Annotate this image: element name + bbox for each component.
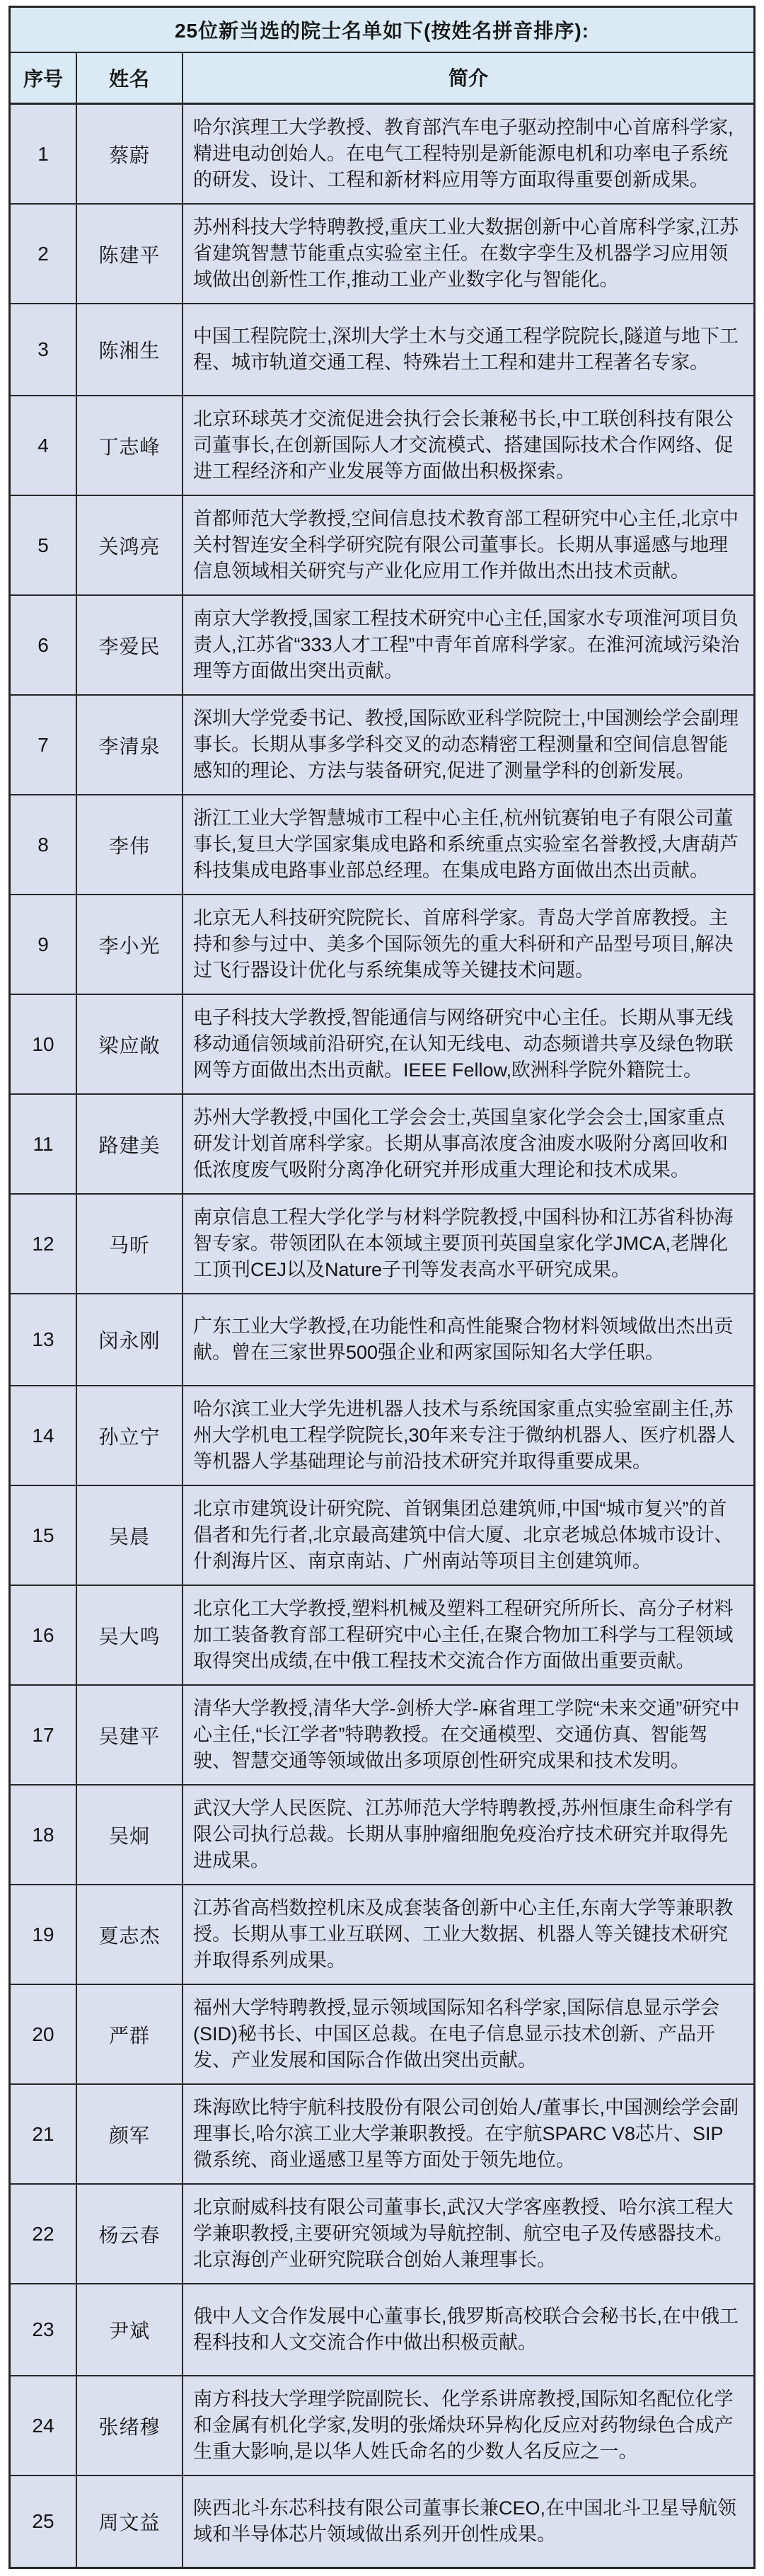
bio-cell: 武汉大学人民医院、江苏师范大学特聘教授,苏州恒康生命科学有限公司执行总裁。长期从事肿瘤细胞免疫治疗技术研究并取得先进成果。: [193, 1798, 734, 1871]
name-cell: 李爱民: [77, 596, 183, 694]
column-header-name: 姓名: [77, 53, 183, 103]
table-row: [11, 1885, 753, 1985]
name-cell: 严群: [77, 1985, 183, 2083]
table-row: [11, 2476, 753, 2567]
row-number-cell: 11: [11, 1095, 77, 1193]
bio-cell: 北京环球英才交流促进会执行会长兼秘书长,中工联创科技有限公司董事长,在创新国际人才交流模式、搭建国际技术合作网络、促进工程经济和产业发展等方面做出积极探索。: [193, 408, 734, 482]
row-number-cell: 7: [11, 696, 77, 794]
column-header-bio: 简介: [448, 67, 488, 89]
table-row: [11, 105, 753, 205]
bio-cell: 电子科技大学教授,智能通信与网络研究中心主任。长期从事无线移动通信领域前沿研究,在认知无线电、动态频谱共享及绿色物联网等方面做出杰出贡献。IEEE Fellow,欧洲科学院外籍院士。: [193, 1007, 734, 1081]
name-cell: 路建美: [77, 1095, 183, 1193]
name-cell: 吴建平: [77, 1686, 183, 1784]
table-row: [11, 1985, 753, 2085]
table-row: [11, 1686, 753, 1786]
table-row: [11, 1586, 753, 1686]
bio-cell: 浙江工业大学智慧城市工程中心主任,杭州钪赛铂电子有限公司董事长,复旦大学国家集成电路和系统重点实验室名誉教授,大唐葫芦科技集成电路事业部总经理。在集成电路方面做出杰出贡献。: [193, 807, 739, 881]
table-row: [11, 1486, 753, 1586]
bio-cell: 珠海欧比特宇航科技股份有限公司创始人/董事长,中国测绘学会副理事长,哈尔滨工业大学兼职教授。在宇航SPARC V8芯片、SIP微系统、商业遥感卫星等方面处于领先地位。: [193, 2097, 739, 2170]
name-cell: 吴炯: [77, 1786, 183, 1884]
table-header-row: [11, 53, 753, 105]
name-cell: 陈湘生: [77, 304, 183, 395]
column-header-no: 序号: [11, 53, 77, 103]
name-cell: 马昕: [77, 1195, 183, 1293]
row-number-cell: 22: [11, 2185, 77, 2283]
table-row: [11, 1095, 753, 1195]
bio-cell: 北京化工大学教授,塑料机械及塑料工程研究所所长、高分子材料加工装备教育部工程研究中心主任,在聚合物加工科学与工程领域取得突出成绩,在中俄工程技术交流合作方面做出重要贡献。: [193, 1598, 734, 1672]
table-row: [11, 2085, 753, 2185]
name-cell: 孙立宁: [77, 1386, 183, 1485]
row-number-cell: 13: [11, 1294, 77, 1385]
row-number-cell: 12: [11, 1195, 77, 1293]
name-cell: 李伟: [77, 795, 183, 894]
row-number-cell: 20: [11, 1985, 77, 2083]
name-cell: 闵永刚: [77, 1294, 183, 1385]
name-cell: 李清泉: [77, 696, 183, 794]
row-number-cell: 4: [11, 396, 77, 495]
row-number-cell: 16: [11, 1586, 77, 1684]
table-row: [11, 2376, 753, 2476]
academicians-table: [8, 6, 756, 2569]
bio-cell: 俄中人文合作发展中心董事长,俄罗斯高校联合会秘书长,在中俄工程科技和人文交流合作中做出积极贡献。: [193, 2306, 739, 2353]
bio-cell: 南京大学教授,国家工程技术研究中心主任,国家水专项淮河项目负责人,江苏省“333人才工程”中青年首席科学家。在淮河流域污染治理等方面做出突出贡献。: [193, 608, 740, 682]
table-row: [11, 696, 753, 795]
bio-cell: 北京耐威科技有限公司董事长,武汉大学客座教授、哈尔滨工程大学兼职教授,主要研究领域为导航控制、航空电子及传感器技术。北京海创产业研究院联合创始人兼理事长。: [193, 2197, 734, 2270]
row-number-cell: 1: [11, 105, 77, 203]
row-number-cell: 9: [11, 895, 77, 994]
table-row: [11, 795, 753, 895]
bio-cell: 陕西北斗东芯科技有限公司董事长兼CEO,在中国北斗卫星导航领域和半导体芯片领域做出系列开创性成果。: [193, 2497, 737, 2545]
row-number-cell: 14: [11, 1386, 77, 1485]
bio-cell: 福州大学特聘教授,显示领域国际知名科学家,国际信息显示学会(SID)秘书长、中国区总裁。在电子信息显示技术创新、产品开发、产业发展和国际合作做出突出贡献。: [193, 1997, 720, 2071]
bio-cell: 江苏省高档数控机床及成套装备创新中心主任,东南大学等兼职教授。长期从事工业互联网、工业大数据、机器人等关键技术研究并取得系列成果。: [193, 1897, 734, 1971]
name-cell: 尹斌: [77, 2284, 183, 2375]
table-row: [11, 995, 753, 1095]
name-cell: 张绪穆: [77, 2376, 183, 2475]
table-row: [11, 1786, 753, 1885]
table-row: [11, 596, 753, 696]
bio-cell: 深圳大学党委书记、教授,国际欧亚科学院院士,中国测绘学会副理事长。长期从事多学科交叉的动态精密工程测量和空间信息智能感知的理论、方法与装备研究,促进了测量学科的创新发展。: [193, 708, 739, 781]
row-number-cell: 8: [11, 795, 77, 894]
table-row: [11, 1386, 753, 1486]
row-number-cell: 24: [11, 2376, 77, 2475]
bio-cell: 中国工程院院士,深圳大学土木与交通工程学院院长,隧道与地下工程、城市轨道交通工程、特殊岩土工程和建井工程著名专家。: [193, 326, 739, 373]
name-cell: 夏志杰: [77, 1885, 183, 1984]
bio-cell: 北京无人科技研究院院长、首席科学家。青岛大学首席教授。主持和参与过中、美多个国际领先的重大科研和产品型号项目,解决过飞行器设计优化与系统集成等关键技术问题。: [193, 907, 734, 981]
name-cell: 周文益: [77, 2476, 183, 2567]
name-cell: 杨云春: [77, 2185, 183, 2283]
row-number-cell: 19: [11, 1885, 77, 1984]
row-number-cell: 10: [11, 995, 77, 1093]
bio-cell: 广东工业大学教授,在功能性和高性能聚合物材料领域做出杰出贡献。曾在三家世界500强企业和两家国际知名大学任职。: [193, 1316, 734, 1363]
bio-cell: 清华大学教授,清华大学-剑桥大学-麻省理工学院“未来交通”研究中心主任,“长江学者”特聘教授。在交通模型、交通仿真、智能驾驶、智慧交通等领域做出多项原创性研究成果和技术发明。: [193, 1698, 740, 1771]
bio-cell: 首都师范大学教授,空间信息技术教育部工程研究中心主任,北京中关村智连安全科学研究院有限公司董事长。长期从事遥感与地理信息领域相关研究与产业化应用工作并做出杰出技术贡献。: [193, 508, 739, 582]
row-number-cell: 3: [11, 304, 77, 395]
table-row: [11, 1294, 753, 1386]
table-row: [11, 304, 753, 396]
name-cell: 李小光: [77, 895, 183, 994]
name-cell: 吴大鸣: [77, 1586, 183, 1684]
table-title: 25位新当选的院士名单如下(按姓名拼音排序):: [11, 8, 753, 53]
name-cell: 关鸿亮: [77, 496, 183, 594]
name-cell: 丁志峰: [77, 396, 183, 495]
row-number-cell: 23: [11, 2284, 77, 2375]
name-cell: 陈建平: [77, 205, 183, 303]
table-row: [11, 1195, 753, 1294]
name-cell: 颜军: [77, 2085, 183, 2183]
row-number-cell: 18: [11, 1786, 77, 1884]
row-number-cell: 6: [11, 596, 77, 694]
table-row: [11, 205, 753, 304]
row-number-cell: 2: [11, 205, 77, 303]
table-row: [11, 2185, 753, 2284]
bio-cell: 苏州大学教授,中国化工学会会士,英国皇家化学会会士,国家重点研发计划首席科学家。长期从事高浓度含油废水吸附分离回收和低浓度废气吸附分离净化研究并形成重大理论和技术成果。: [193, 1107, 728, 1180]
table-row: [11, 396, 753, 496]
name-cell: 蔡蔚: [77, 105, 183, 203]
row-number-cell: 15: [11, 1486, 77, 1585]
table-row: [11, 496, 753, 596]
row-number-cell: 5: [11, 496, 77, 594]
row-number-cell: 25: [11, 2476, 77, 2567]
bio-cell: 哈尔滨工业大学先进机器人技术与系统国家重点实验室副主任,苏州大学机电工程学院院长,30年来专注于微纳机器人、医疗机器人等机器人学基础理论与前沿技术研究并取得重要成果。: [193, 1398, 736, 1472]
bio-cell: 苏州科技大学特聘教授,重庆工业大数据创新中心首席科学家,江苏省建筑智慧节能重点实验室主任。在数字孪生及机器学习应用领域做出创新性工作,推动工业产业数字化与智能化。: [193, 217, 739, 290]
table-row: [11, 895, 753, 995]
row-number-cell: 17: [11, 1686, 77, 1784]
bio-cell: 哈尔滨理工大学教授、教育部汽车电子驱动控制中心首席科学家,精进电动创始人。在电气工程特别是新能源电机和功率电子系统的研发、设计、工程和新材料应用等方面取得重要创新成果。: [193, 117, 734, 190]
bio-cell: 北京市建筑设计研究院、首钢集团总建筑师,中国“城市复兴”的首倡者和先行者,北京最高建筑中信大厦、北京老城总体城市设计、什刹海片区、南京南站、广州南站等项目主创建筑师。: [193, 1498, 734, 1572]
table-body: [11, 105, 753, 2567]
bio-cell: 南京信息工程大学化学与材料学院教授,中国科协和江苏省科协海智专家。带领团队在本领域主要顶刊英国皇家化学JMCA,老牌化工顶刊CEJ以及Nature子刊等发表高水平研究成果。: [193, 1207, 734, 1280]
table-row: [11, 2284, 753, 2376]
bio-cell: 南方科技大学理学院副院长、化学系讲席教授,国际知名配位化学和金属有机化学家,发明的张烯炔环异构化反应对药物绿色合成产生重大影响,是以华人姓氏命名的少数人名反应之一。: [193, 2388, 734, 2462]
name-cell: 梁应敞: [77, 995, 183, 1093]
row-number-cell: 21: [11, 2085, 77, 2183]
name-cell: 吴晨: [77, 1486, 183, 1585]
